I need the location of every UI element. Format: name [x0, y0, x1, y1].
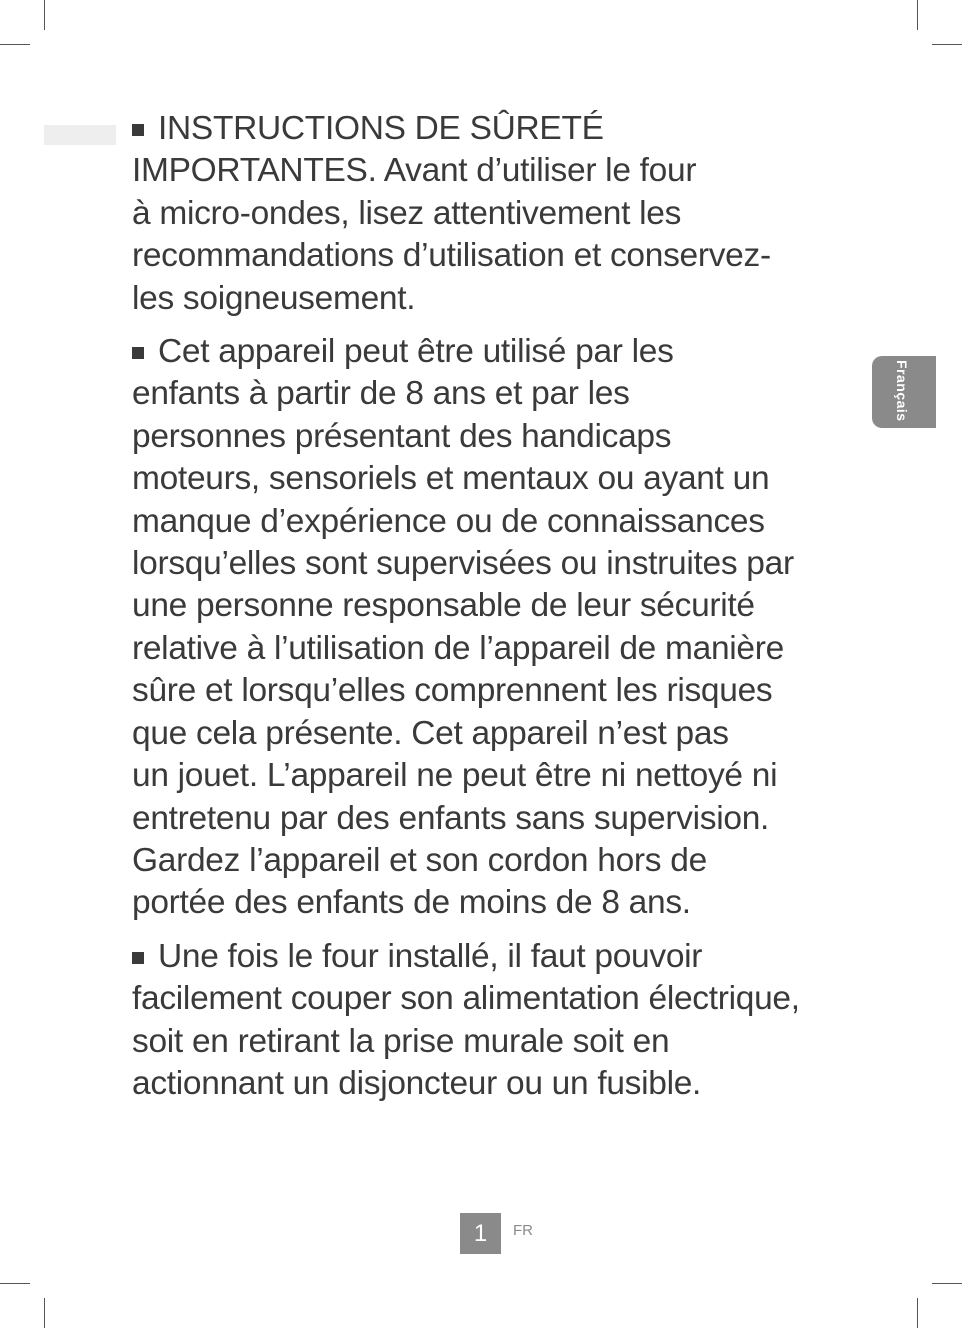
square-bullet-icon: [132, 952, 144, 964]
text-line: facilement couper son alimentation électrique,: [132, 980, 800, 1018]
text-line: moteurs, sensoriels et mentaux ou ayant un: [132, 460, 770, 498]
text-line: personnes présentant des handicaps: [132, 417, 672, 455]
text-line: actionnant un disjoncteur ou un fusible.: [132, 1064, 702, 1102]
header-strip: [44, 125, 116, 145]
text-line: recommandations d’utilisation et conservez-: [132, 237, 771, 275]
crop-mark-bottom-left-horizontal: [0, 1283, 30, 1284]
text-line: lorsqu’elles sont supervisées ou instruites par: [132, 545, 794, 583]
crop-mark-top-right-horizontal: [932, 44, 962, 45]
text-line: Gardez l’appareil et son cordon hors de: [132, 841, 707, 879]
language-tab-label: Français: [894, 360, 910, 422]
paragraph-safety-intro: [132, 108, 836, 320]
text-line: portée des enfants de moins de 8 ans.: [132, 884, 691, 922]
paragraph-children-usage: [132, 331, 836, 925]
text-line: IMPORTANTES. Avant d’utiliser le four: [132, 152, 697, 190]
text-line: les soigneusement.: [132, 279, 416, 317]
page-number: 1: [460, 1213, 501, 1254]
text-line: relative à l’utilisation de l’appareil de manière: [132, 629, 784, 667]
page-language-code: FR: [513, 1222, 533, 1239]
square-bullet-icon: [132, 347, 144, 359]
square-bullet-icon: [132, 124, 144, 136]
crop-mark-top-right-vertical: [917, 0, 918, 30]
text-line: entretenu par des enfants sans supervision.: [132, 799, 770, 837]
text-line: que cela présente. Cet appareil n’est pas: [132, 714, 729, 752]
crop-mark-top-left-horizontal: [0, 44, 30, 45]
text-line: Une fois le four installé, il faut pouvoir: [158, 937, 703, 975]
text-line: un jouet. L’appareil ne peut être ni nettoyé ni: [132, 757, 778, 795]
crop-mark-bottom-right-horizontal: [932, 1283, 962, 1284]
safety-instructions: [132, 108, 836, 1116]
text-line: INSTRUCTIONS DE SÛRETÉ: [158, 110, 604, 147]
crop-mark-top-left-vertical: [44, 0, 45, 30]
text-line: une personne responsable de leur sécurité: [132, 587, 755, 625]
text-line: sûre et lorsqu’elles comprennent les risques: [132, 672, 773, 710]
text-line: Cet appareil peut être utilisé par les: [158, 333, 674, 371]
language-tab: [872, 356, 936, 428]
text-line: à micro-ondes, lisez attentivement les: [132, 194, 682, 232]
text-line: manque d’expérience ou de connaissances: [132, 502, 765, 540]
paragraph-power-disconnect: [132, 936, 836, 1106]
text-line: soit en retirant la prise murale soit en: [132, 1022, 670, 1060]
crop-mark-bottom-right-vertical: [917, 1298, 918, 1328]
text-line: enfants à partir de 8 ans et par les: [132, 375, 630, 413]
crop-mark-bottom-left-vertical: [44, 1298, 45, 1328]
